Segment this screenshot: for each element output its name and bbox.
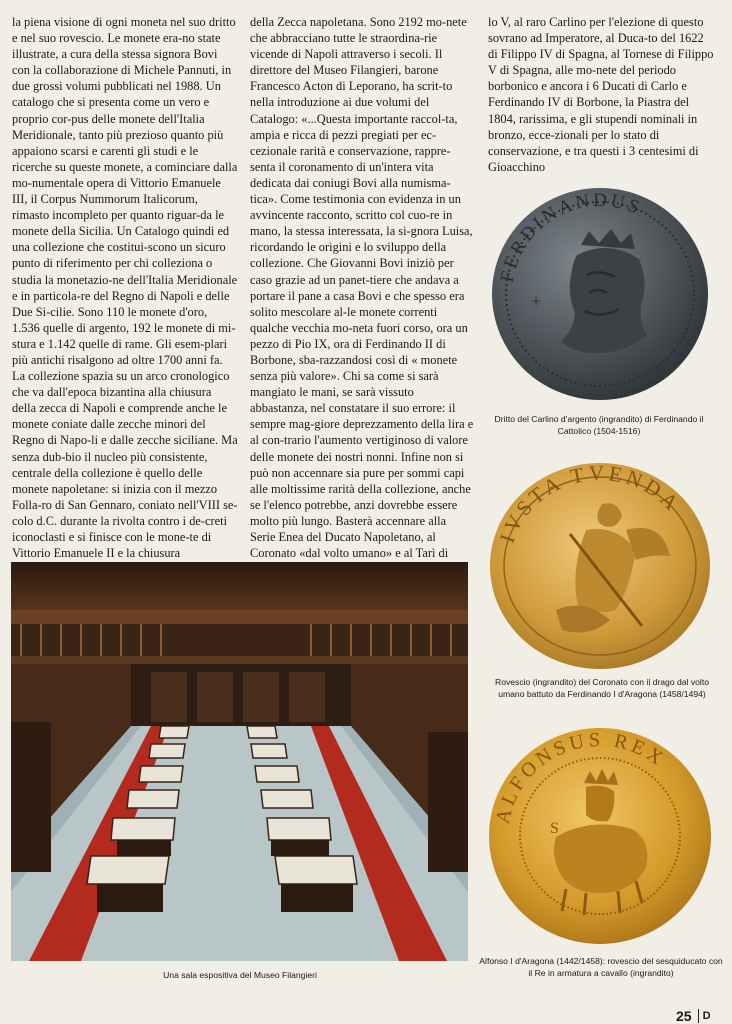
- coin-legend: ALFONSUS REX: [491, 728, 670, 826]
- magazine-logo-icon: D: [702, 1010, 711, 1022]
- coin1-caption: Dritto del Carlino d'argento (ingrandito) di Ferdinando il Cattolico (1504-1516): [494, 414, 704, 436]
- gold-coronato-coin-image: [486, 460, 714, 672]
- coin2-caption: Rovescio (ingrandito) del Coronato con il drago dal volto umano battuto da Ferdinando I d'Aragona (1458/1494): [494, 677, 709, 699]
- text-column-3: [488, 14, 714, 175]
- text-column-2: [250, 14, 474, 593]
- photo-caption: Una sala espositiva del Museo Filangieri: [163, 970, 317, 980]
- paragraph: la piena visione di ogni moneta nel suo dritto e nel suo rovescio. Le monete era-no state illustrate, a cura della stessa signora Bovi con la collaborazione di Michele Pannuti, in due grossi volumi pubblicati nel 1988. Un catalogo che si presenta come un vero e proprio cor-pus delle monete dell'Italia Meridionale, tanto più prezioso quanto più appaiono scarsi e carenti gli studi e le ricerche su queste monete, a cominciare dalla mo-numentale opera di Vittorio Emanuele III, il Corpus Nummorum Italicorum, rimasto incompleto per quanto riguar-da le monete della Sicilia. Un Catalogo quindi ed una collezione che costitui-scono un sicuro punto di riferimento per chi colleziona o studia la monetazio-ne dell'Italia Meridionale e in particola-re del Regno di Napoli e delle Due Si-cilie. Sono 110 le monete d'oro, 1.536 quelle di argento, 192 le monete di mi-stura e 1.142 quelle di rame. Gli esem-plari più antichi risalgono ad oltre 1700 anni fa. La collezione spazia su un arco cronologico che va dall'epoca bizantina alla chiusura della zecca di Napoli e comprende anche le monete coniate dalle zecche minori del Regno di Napo-li e dalle zecche siciliane. Ma senza dub-bio il nucleo più consistente, centrale della collezione è quello delle monete napoletane: si inizia con il mezzo Folla-ro di San Gennaro, coniato nell'VIII se-colo d.C. durante la rivolta contro i de-creti iconoclasti e si finisce con le mone-te di Vittorio Emanuele II e la chiusura: [12, 15, 238, 561]
- coin3-caption: Alfonso I d'Aragona (1442/1458): rovescio del sesquiducato con il Re in armatura a cavallo (ingrandito): [479, 956, 723, 978]
- coin-legend: IVSTA TVENDA: [494, 460, 686, 546]
- gold-sesquiducato-coin-image: [486, 725, 714, 947]
- text-column-1: [12, 14, 238, 561]
- page-footer: [676, 1008, 711, 1024]
- svg-text:+: +: [531, 291, 542, 311]
- page-number: 25: [676, 1008, 692, 1024]
- paragraph: della Zecca napoletana. Sono 2192 mo-nete che abbracciano tutte le straordina-rie vicende di Napoli attraverso i secoli. Il direttore del Museo Filangieri, barone Francesco Acton di Leporano, ha scrit-to nella introduzione ai due volumi del Catalogo: «...Questa importante raccol-ta, ampia e ricca di pezzi pregiati per ec-cezionale rarità e conservazione, rappre-senta il coronamento di un'intera vita dedicata dai coniugi Bovi alla numisma-tica». Come testimonia con evidenza in un avvincente racconto, scritto col cuo-re in mano, la stessa interessata, la si-gnora Luisa, ricordando le origini e lo sviluppo della collezione. Che Giovanni Bovi iniziò per caso grazie ad un panet-tiere che andava a portare il pane a casa Bovi e che spesso era solito mescolare al-le monete correnti qualche vecchia mo-neta fuori corso, ora un pezzo di Pio IX, ora di Ferdinando II di Borbone, sba-razzandosi così di « monete senza più valore». Chi sa come si sarà mangiato le mani, se sarà vissuto abbastanza, nel constatare il suo errore: il sempre mag-giore deprezzamento della lira e al con-trario l'aumento vertiginoso di valore delle monete dei nostri nonni. Infine non si può non accennare sia pure per sommi capi alle moltissime rarità della collezione, anche se l'elenco potrebbe, anzi dovrebbe essere molto più lungo. Basterà accennare alla Serie Enea del Ducato Napoletano, al Coronato «dal volto umano» e al Tarì di: [250, 15, 474, 561]
- museum-hall-photo: [11, 562, 468, 961]
- paragraph: lo V, al raro Carlino per l'elezione di questo sovrano ad Imperatore, al Duca-to del 1622 di Filippo IV di Spagna, al Tornese di Filippo V di Spagna, alle mo-nete del periodo borbonico e ancora i 6 Ducati di Carlo e Ferdinando IV di Borbone, la Piastra del 1804, rarissima, e gli stupendi nominali in bronzo, ecce-zionali per lo stato di conservazione, e tra questi i 3 centesimi di Gioacchino: [488, 15, 714, 174]
- svg-text:S: S: [550, 820, 559, 837]
- coin-legend: FERDINANDUS: [496, 189, 645, 284]
- silver-carlino-coin-image: [489, 183, 711, 405]
- footer-divider: [698, 1009, 699, 1023]
